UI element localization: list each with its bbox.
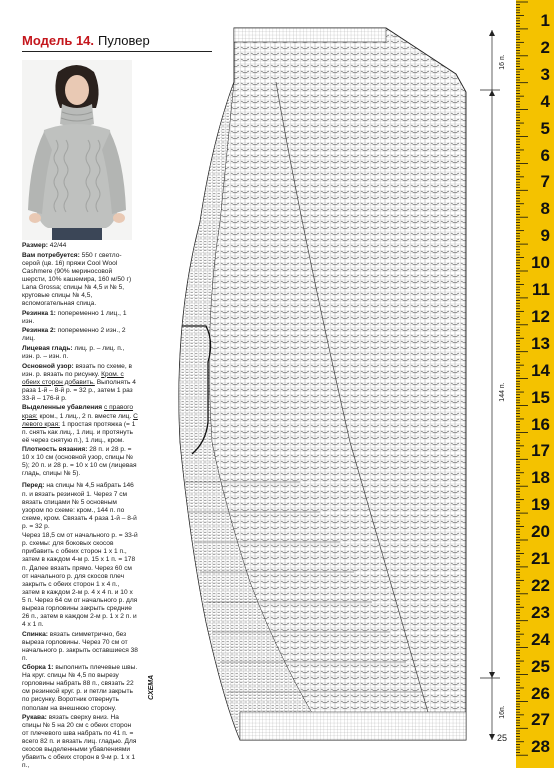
- size-value: 42/44: [49, 242, 67, 249]
- decreases-label: Выделенные убавления: [22, 404, 103, 412]
- ruler-number: 25: [531, 656, 550, 676]
- ruler-number: 22: [531, 575, 550, 595]
- back-paragraph: [22, 631, 138, 663]
- ruler-number: 26: [531, 683, 550, 703]
- decreases-value-2: кром., 1 лиц., 2 п. вместе лиц.: [39, 412, 132, 420]
- stockinette-value: лиц. р. – лиц. п., изн. р. – изн. п.: [22, 344, 125, 360]
- ruler-number: 9: [540, 226, 550, 246]
- rib2-value: попеременно 2 изн., 2 лиц.: [22, 327, 126, 343]
- front-paragraph: [22, 482, 138, 530]
- front-label: Перед:: [22, 482, 45, 490]
- model-number-label: Модель 14.: [22, 33, 95, 48]
- ruler-number: 19: [531, 495, 550, 515]
- ruler-number: 27: [531, 710, 550, 730]
- sleeves-label: Рукава:: [22, 714, 47, 722]
- rib1-paragraph: [22, 310, 138, 326]
- materials-label: Вам потребуется:: [22, 251, 80, 259]
- ruler-number: 14: [531, 360, 550, 380]
- ruler-number: 11: [532, 280, 550, 299]
- front-paragraph-2: [22, 532, 138, 629]
- ruler-number: 6: [540, 145, 550, 165]
- front-value-2: Через 18,5 см от начального р. = 33-й р. схемы: для боковых скосов прибавить с обеих сторон 1 х 1 п., затем в каждом 4-м р. 15 х 1 п. = 178 п. Далее вязать прямо. Через 60 см от начального р. для скосов плеч закрыть с обеих сторон 1 х 4 п., затем в каждом 2-м р. 4 х 4 п. и 10 х 5 п. Через 64 см от начального р. для выреза горловины закрыть средние 26 п., затем в каждом 2-м р. 1 х 2 п. и 4 х 1 п.: [22, 532, 138, 628]
- ruler-number: 2: [540, 37, 550, 57]
- sleeves-paragraph: [22, 714, 138, 770]
- ruler-number: 13: [531, 333, 550, 353]
- ruler-number: 28: [531, 737, 550, 757]
- ruler-number: 3: [540, 64, 550, 84]
- materials-paragraph: [22, 252, 138, 308]
- stockinette-paragraph: [22, 345, 138, 361]
- stockinette-label: Лицевая гладь:: [22, 344, 73, 352]
- decreases-value-3: С левого края:: [22, 412, 138, 428]
- ruler-number: 4: [540, 91, 550, 111]
- pattern-label: Основной узор:: [22, 362, 74, 370]
- measuring-ruler: [516, 0, 554, 768]
- dim-bottom-label: 16п.: [499, 705, 506, 719]
- ruler-number: 17: [531, 441, 550, 461]
- instructions-text: [22, 242, 138, 770]
- dim-top-label: 16 п.: [499, 54, 506, 70]
- knitting-chart-grid: [140, 22, 515, 748]
- ruler-number: 20: [531, 522, 550, 542]
- rib1-label: Резинка 1:: [22, 309, 56, 317]
- assembly-value: выполнить плечевые швы. На круг. спицы № 4,5 по вырезу горловины набрать 88 п., связать 22 см резинкой круг. р. и петли закрыть по рисунку. Воротник отвернуть пополам на внешнюю сторону.: [22, 664, 138, 712]
- pattern-value-1: вязать по схеме, в изн. р. вязать по рисунку.: [22, 362, 133, 378]
- ruler-number: 15: [531, 387, 550, 407]
- ruler-number: 24: [531, 629, 550, 649]
- ruler-number: 23: [531, 602, 550, 622]
- ruler-number: 10: [531, 253, 550, 273]
- assembly-label: Сборка 1:: [22, 664, 54, 672]
- rib1-value: попеременно 1 лиц., 1 изн.: [22, 309, 127, 325]
- woman-in-grey-turtleneck-sweater-photo: [22, 60, 132, 240]
- decreases-value-4: 1 простая протяжка (= 1 п. снять как лиц., 1 лиц. и протянуть её через снятую п.), 1 лиц., кром.: [22, 420, 136, 444]
- dim-middle-label: 144 п.: [499, 382, 506, 402]
- rib2-paragraph: [22, 327, 138, 343]
- ruler-number: 12: [531, 306, 550, 326]
- ruler-number: 16: [531, 414, 550, 434]
- schema-label: СХЕМА: [148, 674, 155, 700]
- materials-value: 550 г светло-серой (цв. 16) пряжи Cool Wool Cashmere (90% мериносовой шерсти, 10% кашемира, 160 м/50 г) Lana Grossa; спицы № 4,5 и № 5, круговые спицы № 4,5, вспомогательная спица.: [22, 251, 132, 307]
- ruler-number: 8: [540, 199, 550, 219]
- sleeves-value: вязать сверху вниз. На спицы № 5 на 20 см с обеих сторон от плечевого шва набрать по 41 п. = всего 82 п. и вязать лиц. гладью. Для скосов выделенными убавлениями убавить с обеих сторон в 9-м р. 1 х 1 п.,: [22, 714, 137, 770]
- gauge-value: 28 п. и 28 р. = 10 х 10 см (основной узор, спицы № 5); 20 п. и 28 р. = 10 х 10 см (лицевая гладь, спицы № 5).: [22, 446, 137, 478]
- model-title: Пуловер: [98, 33, 150, 48]
- gauge-label: Плотность вязания:: [22, 446, 88, 454]
- ruler-number: 21: [531, 549, 550, 568]
- pattern-paragraph: [22, 363, 138, 403]
- rib2-label: Резинка 2:: [22, 327, 56, 335]
- ruler-number: 18: [531, 468, 550, 488]
- decreases-paragraph: [22, 404, 138, 444]
- pattern-value-3: Выполнять 4 раза 1-й – 8-й р. = 32 р., затем 1 раз 33-й – 176-й р.: [22, 378, 136, 402]
- ruler-number: 5: [540, 118, 550, 138]
- front-value-1: на спицы № 4,5 набрать 146 п. и вязать резинкой 1. Через 7 см вязать спицами № 5 основным узором по схеме: кром., 144 п. по схеме, кром. Связать 4 раза 1-й – 8-й р. = 32 р.: [22, 482, 137, 530]
- ruler-number: 1: [540, 11, 550, 30]
- ruler-number: 7: [540, 172, 550, 192]
- knitting-chart: [140, 22, 515, 748]
- decreases-value-1: с правого края:: [22, 404, 134, 420]
- page-number: 25: [497, 733, 508, 743]
- back-label: Спинка:: [22, 630, 48, 638]
- assembly-paragraph: [22, 664, 138, 712]
- ruler-ticks: [516, 0, 554, 768]
- size-paragraph: [22, 242, 138, 250]
- back-value: вязать симметрично, без выреза горловины. Через 70 см от начального р. закрыть оставшиеся 38 п.: [22, 630, 138, 662]
- gauge-paragraph: [22, 446, 138, 478]
- pattern-value-2: Кром. с обеих сторон добавить.: [22, 370, 124, 386]
- size-label: Размер:: [22, 242, 48, 249]
